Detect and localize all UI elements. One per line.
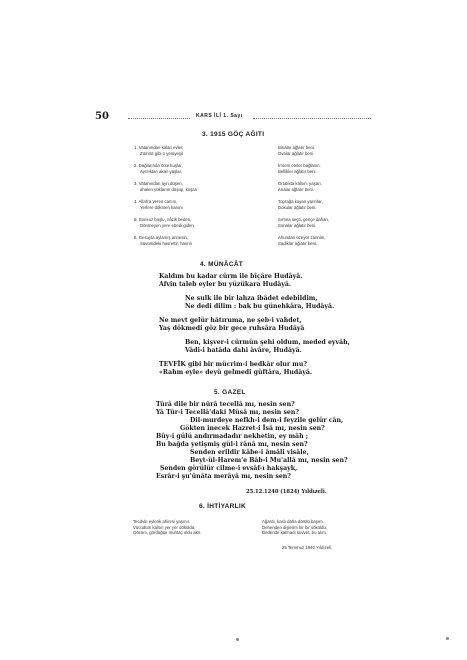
section-heading-munacat: 4. MÜNÂCÂT bbox=[200, 261, 244, 268]
verse-line: Binalar ağlatır beni. bbox=[278, 145, 316, 150]
poem-line: Bûy-i gülü andırmadadır nekhetin, ey mâh ; bbox=[156, 433, 309, 440]
goc-agiti-right-column bbox=[278, 145, 329, 246]
poem-line: Kaldım bu kadar cürm ile bîçâre Hudâyâ. bbox=[159, 273, 303, 280]
poem-line: Ne mevt gelür hâtıruma, ne şeb-i vahdet, bbox=[159, 317, 302, 324]
poem-line: Yaş dökmedi göz bir gece ruhsâra Hudâyâ bbox=[159, 325, 305, 332]
verse-line: Yerlere dökmen kanını bbox=[140, 204, 183, 210]
poem-line: «Rahm eyle» deyü gelmedi güftâra, Hudâyâ. bbox=[159, 369, 313, 376]
verse-line: Dönmeyen yere ebedi giden bbox=[140, 222, 194, 228]
munacat-stanza-4 bbox=[185, 339, 350, 355]
verse-line: 3. Vatanından ayrı düşen, bbox=[134, 181, 183, 186]
goc-agiti-left-column bbox=[134, 145, 197, 246]
poem-line: Dil-murdeye nefkh-i dem-i feyzile gelür cân, bbox=[190, 417, 344, 424]
verse-line: İmrem eteler bağlasın. bbox=[278, 163, 321, 168]
verse-line: Toprağa koyan yarınlar, bbox=[278, 199, 323, 204]
poem-line: TEVFÎK gibi bir mücrim-i bedkâr olur mu? bbox=[159, 361, 307, 368]
verse-line: 6. Gesuyla aylamış annesin, bbox=[134, 235, 188, 240]
verse-line: Dokular ağlatır beni. bbox=[278, 204, 317, 210]
verse-line: Sonalar ağlatır beni. bbox=[278, 222, 317, 228]
verse-line: Ağardı, kaslı daha dörülü başım. bbox=[262, 519, 324, 524]
verse-line: Sadiklar ağlatır beni. bbox=[278, 240, 318, 246]
header-leader-left bbox=[128, 111, 190, 119]
running-header: KARS İLİ 1. Sayı bbox=[196, 113, 243, 119]
verse-line: Ortalıkta kalsın, yaşarı, bbox=[278, 181, 322, 186]
poem-line: Gökten inecek Hazret-i Îsâ mı, nesin sen? bbox=[180, 425, 325, 432]
verse-line: Analar ağlatır beni. bbox=[278, 186, 315, 192]
poem-line: Vâdi-i hatâda dahi âvâre, Hudâyâ. bbox=[185, 347, 302, 354]
verse-line: 5. Sonsuz boşlu, nâzik beden, bbox=[134, 217, 192, 222]
verse-line: 1. Vatanından kalan evler, bbox=[134, 145, 184, 150]
scan-speck bbox=[446, 637, 449, 640]
ihtiyarlik-right-column bbox=[262, 519, 327, 536]
verse-line: Ovalar ağlatır beni. bbox=[278, 150, 315, 156]
section-heading-ihtiyarlik: 6. İHTİYARLIK bbox=[199, 503, 247, 510]
scan-speck bbox=[236, 638, 239, 641]
poem-line: Beyt-ül-Harem'e Bâb-i Mu'allâ mı, nesin sen? bbox=[190, 457, 348, 464]
munacat-stanza-3 bbox=[159, 317, 304, 333]
verse-line: 4. Allah'a veren canını, bbox=[134, 199, 178, 204]
verse-line: Süvümdeki hasrettir, hasrın bbox=[140, 240, 193, 246]
poem-line: Senden erildir kâbe-i âmâli visâle, bbox=[190, 449, 309, 456]
poem-line: Esrâr-i şu'ûnâta merâyâ mı, nesin sen? bbox=[156, 473, 291, 480]
poem-line: Tûrâ dile bir nûrâ tecellâ mı, nesin sen? bbox=[156, 401, 295, 408]
munacat-stanza-1 bbox=[159, 273, 302, 289]
verse-line: Ahundan üzeyor zannim, bbox=[278, 235, 326, 240]
munacat-stanza-5 bbox=[159, 361, 312, 377]
verse-line: 2. Dağlarında ötse kuşlar, bbox=[134, 163, 183, 168]
munacat-stanza-2 bbox=[185, 295, 334, 311]
poem-line: Afvin taleb eyler bu yüzükara Hudâyâ. bbox=[159, 281, 292, 288]
poem-line: Bu bağda yetişmiş gül-i rânâ mı, nesin sen? bbox=[156, 441, 308, 448]
ihtiyarlik-date: 25 Temmuz 1940 Yıldızeli. bbox=[282, 545, 333, 550]
verse-line: Dedende kalmadı kuvvet, bu alım. bbox=[262, 530, 327, 535]
section-heading-gazel: 5. GAZEL bbox=[214, 389, 246, 396]
verse-line: ahalen yoklarım düşüp, koşan bbox=[140, 186, 198, 192]
verse-line: Vücüdüm kalsın yer yer döküldü, bbox=[133, 524, 196, 530]
verse-line: Zümrüt gibi o yemyeşil bbox=[140, 150, 183, 156]
gazel-poem bbox=[156, 401, 348, 481]
verse-line: Bellikler ağlatır beni. bbox=[278, 168, 317, 174]
poem-line: Ne sulk ile bir lahza ibâdet edebildim, bbox=[185, 295, 318, 302]
verse-line: Sırtına seçti, gençe dahan, bbox=[278, 217, 330, 222]
page-number: 50 bbox=[95, 111, 109, 122]
poem-line: Ne dedi dilim : bak bu günehkâra, Hudâyâ. bbox=[185, 303, 335, 310]
verse-line: Ayrılıktan akan yaşlar, bbox=[140, 168, 182, 174]
section-heading-goc-agiti: 3. 1915 GÖÇ AĞITI bbox=[202, 131, 265, 138]
poem-line: Ben, kişver-i cürmün şehi oldum, meded eyvâh, bbox=[185, 339, 350, 346]
gazel-date: 25.12.1240 (1824) Yıldızeli. bbox=[246, 489, 327, 495]
verse-line: Göcüm, gördüğüe muhtaç oldu akır. bbox=[133, 530, 202, 535]
verse-line: Dehenden dişlerim bir bir söküldü. bbox=[262, 524, 327, 530]
poem-line: Yâ Tûr-i Tecellâ'daki Mûsâ mı, nesin sen? bbox=[156, 409, 299, 416]
ihtiyarlik-left-column bbox=[133, 519, 201, 536]
poem-line: Senden görülür cilme-i evsâf-ı hakşayk, bbox=[160, 465, 298, 472]
header-leader-right bbox=[253, 111, 371, 119]
verse-line: Tecdvle eylerik ahiresi yaşınır. bbox=[133, 519, 191, 524]
